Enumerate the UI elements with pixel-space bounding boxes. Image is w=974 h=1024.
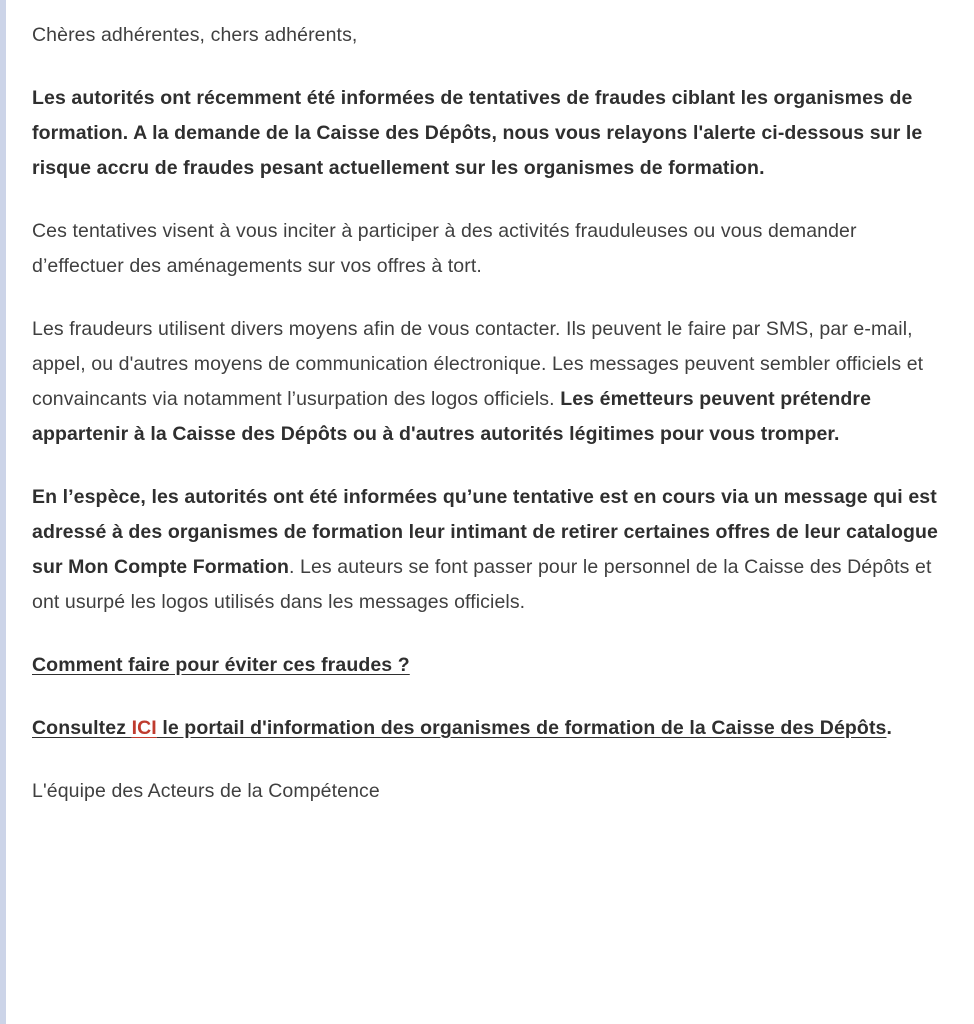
quote-left-rule: [0, 0, 6, 1024]
greeting-text: Chères adhérentes, chers adhérents,: [32, 24, 358, 46]
portal-link-suffix[interactable]: le portail d'information des organismes de formation de la Caisse des Dépôts: [156, 717, 887, 739]
how-to-heading: Comment faire pour éviter ces fraudes ?: [32, 654, 410, 676]
case-normal-tail: . Les auteurs se font passer pour le personnel de la Caisse des Dépôts et ont usurpé les logos utilisés dans les messages officiels.: [32, 556, 932, 613]
channels-bold-tail: Les émetteurs peuvent prétendre appartenir à la Caisse des Dépôts ou à d'autres autorités légitimes pour vous tromper.: [32, 388, 872, 445]
case-paragraph: [32, 480, 946, 620]
channels-paragraph: [32, 312, 946, 452]
greeting-paragraph: [32, 18, 946, 53]
ici-link[interactable]: ICI: [131, 717, 157, 739]
portal-link-prefix[interactable]: Consultez: [32, 717, 132, 739]
intent-text: Ces tentatives visent à vous inciter à participer à des activités frauduleuses ou vous demander d’effectuer des aménagements sur vos offres à tort.: [32, 220, 857, 277]
portal-link-paragraph: [32, 711, 946, 746]
alert-paragraph: [32, 81, 946, 186]
how-to-heading-paragraph: [32, 648, 946, 683]
channels-normal-lead: Les fraudeurs utilisent divers moyens afin de vous contacter. Ils peuvent le faire par SMS, par e-mail, appel, ou d'autres moyens de communication électronique. Les messages peuvent sembler officiels et convaincants via notamment l’usurpation des logos officiels.: [32, 318, 924, 410]
intent-paragraph: [32, 214, 946, 284]
signature-paragraph: [32, 774, 946, 809]
alert-bold-text: Les autorités ont récemment été informées de tentatives de fraudes ciblant les organismes de formation. A la demande de la Caisse des Dépôts, nous vous relayons l'alerte ci-dessous sur le risque accru de fraudes pesant actuellement sur les organismes de formation.: [32, 87, 923, 179]
portal-link-terminator: .: [886, 717, 893, 739]
case-bold-lead: En l’espèce, les autorités ont été informées qu’une tentative est en cours via un message qui est adressé à des organismes de formation leur intimant de retirer certaines offres de leur catalogue sur Mon Compte Formation: [32, 486, 938, 578]
signature-text: L'équipe des Acteurs de la Compétence: [32, 780, 380, 802]
